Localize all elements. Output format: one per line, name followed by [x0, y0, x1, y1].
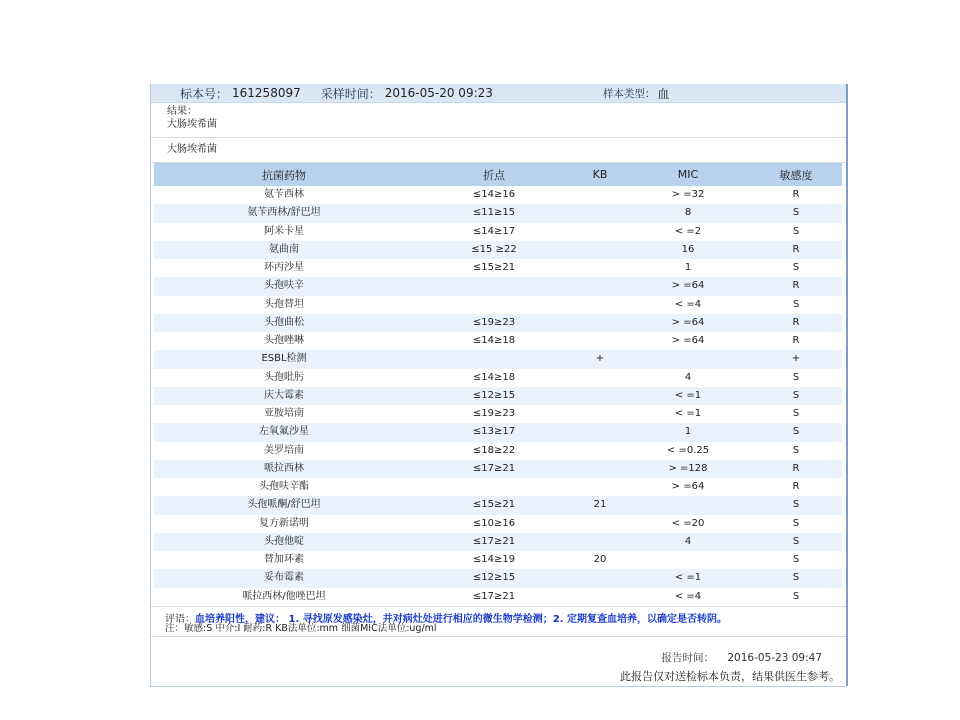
- cell-sensitivity: S: [792, 590, 800, 602]
- cell-mic: < =2: [674, 225, 702, 237]
- cell-breakpoint: ≤14≥17: [472, 225, 516, 237]
- cell-kb: +: [574, 350, 626, 368]
- collect-time: 2016-05-20 09:23: [384, 86, 493, 100]
- cell-breakpoint: [414, 478, 574, 496]
- cell-breakpoint: ≤15≥21: [472, 262, 516, 274]
- table-row: [154, 423, 842, 441]
- cell-drug: 复方新诺明: [259, 517, 309, 529]
- table-row: [154, 387, 842, 405]
- cell-kb: 20: [593, 554, 607, 566]
- col-header-drug: 抗菌药物: [154, 163, 414, 186]
- cell-drug: 头孢替坦: [264, 298, 304, 310]
- cell-mic: < =20: [671, 517, 705, 529]
- table-row: [154, 551, 842, 569]
- right-border: [846, 84, 848, 686]
- report-time-label: 报告时间：: [661, 652, 715, 664]
- cell-breakpoint: ≤14≥18: [472, 371, 516, 383]
- cell-mic: < =1: [626, 569, 750, 587]
- cell-drug: 头孢唑啉: [264, 335, 304, 347]
- cell-breakpoint: ≤19≥23: [472, 408, 516, 420]
- cell-drug: 庆大霉素: [154, 387, 414, 405]
- cell-breakpoint: [414, 277, 574, 295]
- cell-sensitivity: S: [792, 371, 800, 383]
- cell-sensitivity: R: [750, 241, 842, 259]
- cell-sensitivity: R: [750, 460, 842, 478]
- table-row: [154, 223, 842, 241]
- col-header-sensitivity: 敏感度: [750, 163, 842, 186]
- cell-mic: < =1: [674, 408, 702, 420]
- cell-sensitivity: S: [792, 517, 800, 529]
- organism-row: 大肠埃希菌: [151, 138, 846, 163]
- table-row: [154, 369, 842, 387]
- cell-sensitivity: S: [792, 298, 800, 310]
- table-row: [154, 588, 842, 606]
- cell-mic: < =0.25: [666, 444, 710, 456]
- disclaimer: 此报告仅对送检标本负责，结果供医生参考。: [620, 670, 840, 683]
- cell-sensitivity: S: [792, 408, 800, 420]
- report-time-value: 2016-05-23 09:47: [727, 652, 822, 664]
- cell-kb: [574, 515, 626, 533]
- col-header-mic: MIC: [626, 163, 750, 186]
- cell-mic: < =4: [674, 298, 702, 310]
- cell-breakpoint: ≤14≥16: [472, 189, 516, 201]
- cell-breakpoint: ≤12≥15: [414, 569, 574, 587]
- cell-drug: 替加环素: [264, 554, 304, 566]
- unit-note: 注：敏感:S 中介:I 耐药:R KB法单位:mm 细菌MIC法单位:ug/ml: [151, 622, 846, 637]
- cell-drug: 哌拉西林: [154, 460, 414, 478]
- table-row: [154, 314, 842, 332]
- cell-drug: 头孢曲松: [154, 314, 414, 332]
- cell-drug: 头孢他啶: [154, 533, 414, 551]
- cell-breakpoint: ≤15 ≥22: [414, 241, 574, 259]
- cell-mic: 4: [626, 533, 750, 551]
- cell-sensitivity: S: [750, 569, 842, 587]
- table-row: [154, 478, 842, 496]
- cell-breakpoint: ≤12≥15: [414, 387, 574, 405]
- cell-drug: 哌拉西林/他唑巴坦: [242, 590, 326, 602]
- cell-kb: [574, 241, 626, 259]
- cell-drug: 头孢呋辛酯: [259, 481, 309, 493]
- cell-breakpoint: ≤11≥15: [414, 204, 574, 222]
- cell-sensitivity: R: [750, 314, 842, 332]
- cell-drug: 阿米卡星: [264, 225, 304, 237]
- cell-mic: > =64: [671, 335, 705, 347]
- cell-kb: [574, 277, 626, 295]
- cell-mic: < =1: [626, 387, 750, 405]
- cell-mic: [626, 551, 750, 569]
- cell-drug: 妥布霉素: [154, 569, 414, 587]
- cell-breakpoint: ≤17≥21: [472, 590, 516, 602]
- cell-drug: 头孢哌酮/舒巴坦: [154, 496, 414, 514]
- table-row: [154, 350, 842, 368]
- cell-drug: 头孢呋辛: [154, 277, 414, 295]
- cell-drug: 左氧氟沙星: [154, 423, 414, 441]
- specimen-no-label: 标本号：: [180, 86, 229, 101]
- table-row: [154, 204, 842, 222]
- cell-mic: < =4: [674, 590, 702, 602]
- sample-type: 血: [657, 86, 670, 101]
- table-row: [154, 277, 842, 295]
- cell-kb: [574, 460, 626, 478]
- cell-sensitivity: S: [792, 554, 800, 566]
- cell-mic: 8: [626, 204, 750, 222]
- table-row: [154, 515, 842, 533]
- susceptibility-table: [154, 163, 842, 606]
- comment-text: 血培养阳性，建议： 1. 寻找原发感染灶，并对病灶处进行相应的微生物学检测；2. 定期复查血培养，以确定是否转阴。: [195, 613, 727, 625]
- cell-kb: [574, 588, 626, 606]
- table-header-row: [154, 163, 842, 186]
- cell-drug: 氨苄西林/舒巴坦: [154, 204, 414, 222]
- cell-breakpoint: [414, 350, 574, 368]
- cell-sensitivity: R: [792, 189, 800, 201]
- cell-sensitivity: R: [792, 481, 800, 493]
- table-row: [154, 332, 842, 350]
- cell-kb: [574, 533, 626, 551]
- table-row: [154, 460, 842, 478]
- cell-sensitivity: +: [750, 350, 842, 368]
- cell-drug: 美罗培南: [264, 444, 304, 456]
- cell-drug: 氨曲南: [154, 241, 414, 259]
- cell-sensitivity: S: [750, 387, 842, 405]
- cell-sensitivity: R: [792, 335, 800, 347]
- cell-breakpoint: ≤13≥17: [414, 423, 574, 441]
- cell-sensitivity: R: [750, 277, 842, 295]
- cell-mic: > =64: [626, 314, 750, 332]
- cell-breakpoint: [414, 296, 574, 314]
- cell-drug: 亚胺培南: [264, 408, 304, 420]
- comment-label: 评语：: [165, 613, 195, 625]
- cell-mic: [626, 350, 750, 368]
- report-time: [662, 650, 822, 665]
- sample-type-label: 样本类型：: [602, 87, 656, 100]
- cell-breakpoint: ≤17≥21: [414, 533, 574, 551]
- cell-mic: > =64: [671, 481, 705, 493]
- cell-drug: 氨苄西林: [264, 189, 304, 201]
- table-row: [154, 186, 842, 204]
- cell-kb: [574, 259, 626, 277]
- cell-breakpoint: ≤17≥21: [414, 460, 574, 478]
- cell-sensitivity: S: [750, 533, 842, 551]
- cell-breakpoint: ≤18≥22: [472, 444, 516, 456]
- result-label: 结果：: [167, 106, 197, 117]
- cell-kb: [574, 569, 626, 587]
- cell-mic: > =32: [671, 189, 705, 201]
- cell-drug: 头孢吡肟: [264, 371, 304, 383]
- table-row: [154, 569, 842, 587]
- report-header: [151, 84, 846, 103]
- table-row: [154, 405, 842, 423]
- cell-mic: 4: [684, 371, 692, 383]
- cell-kb: [574, 223, 626, 241]
- cell-kb: [574, 478, 626, 496]
- cell-kb: [574, 186, 626, 204]
- cell-kb: [574, 332, 626, 350]
- cell-mic: 1: [626, 423, 750, 441]
- result-section: [151, 103, 846, 138]
- cell-breakpoint: ≤14≥18: [472, 335, 516, 347]
- cell-kb: [574, 387, 626, 405]
- cell-sensitivity: S: [792, 444, 800, 456]
- collect-time-label: 采样时间：: [320, 86, 381, 101]
- cell-kb: [574, 296, 626, 314]
- cell-sensitivity: S: [792, 262, 800, 274]
- cell-kb: [574, 423, 626, 441]
- specimen-no: 161258097: [232, 86, 301, 100]
- cell-drug: 环丙沙星: [264, 262, 304, 274]
- table-row: [154, 533, 842, 551]
- table-row: [154, 241, 842, 259]
- table-body: [154, 186, 842, 606]
- cell-kb: [574, 442, 626, 460]
- cell-sensitivity: S: [750, 496, 842, 514]
- table-row: [154, 296, 842, 314]
- cell-kb: [574, 405, 626, 423]
- result-organism: 大肠埃希菌: [167, 119, 217, 130]
- cell-sensitivity: S: [792, 225, 800, 237]
- cell-sensitivity: S: [750, 423, 842, 441]
- cell-kb: [574, 314, 626, 332]
- cell-kb: 21: [574, 496, 626, 514]
- cell-breakpoint: ≤19≥23: [414, 314, 574, 332]
- cell-kb: [574, 204, 626, 222]
- cell-breakpoint: ≤10≥16: [472, 517, 516, 529]
- table-row: [154, 442, 842, 460]
- comment: [151, 606, 846, 625]
- cell-mic: 16: [626, 241, 750, 259]
- cell-mic: > =64: [626, 277, 750, 295]
- cell-drug: ESBL检测: [154, 350, 414, 368]
- cell-kb: [574, 369, 626, 387]
- table-row: [154, 496, 842, 514]
- cell-mic: [626, 496, 750, 514]
- col-header-kb: KB: [574, 163, 626, 186]
- cell-mic: 1: [684, 262, 692, 274]
- lab-report: [150, 84, 846, 687]
- cell-sensitivity: S: [750, 204, 842, 222]
- cell-breakpoint: ≤15≥21: [414, 496, 574, 514]
- cell-mic: > =128: [626, 460, 750, 478]
- cell-breakpoint: ≤14≥19: [472, 554, 516, 566]
- col-header-breakpoint: 折点: [414, 163, 574, 186]
- table-row: [154, 259, 842, 277]
